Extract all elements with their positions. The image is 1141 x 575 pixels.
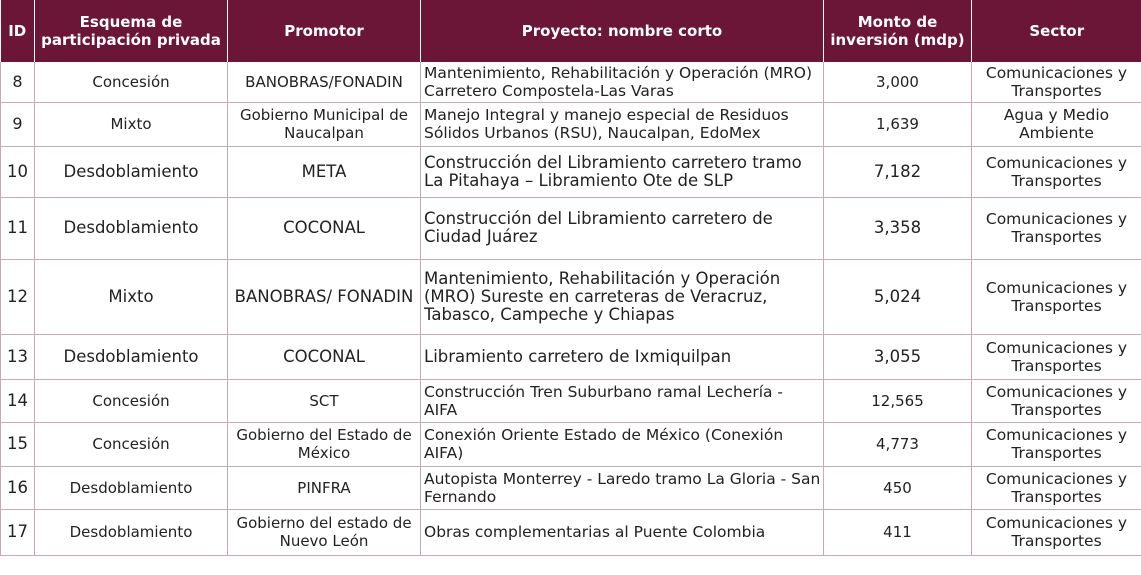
- table-row: [1, 466, 1141, 509]
- cell-esquema: Desdoblamiento: [35, 334, 228, 379]
- cell-promotor: Gobierno Municipal de Naucalpan: [228, 102, 421, 146]
- cell-sector: Comunicaciones y Transportes: [972, 334, 1141, 379]
- cell-monto: 5,024: [824, 259, 972, 334]
- cell-esquema: Desdoblamiento: [35, 509, 228, 555]
- table-header: [1, 0, 1141, 62]
- header-promotor: Promotor: [228, 0, 421, 62]
- cell-monto: 4,773: [824, 422, 972, 466]
- cell-proyecto: Construcción del Libramiento carretero de Ciudad Juárez: [421, 197, 824, 259]
- cell-promotor: COCONAL: [228, 197, 421, 259]
- table-row: [1, 102, 1141, 146]
- cell-sector: Comunicaciones y Transportes: [972, 422, 1141, 466]
- cell-esquema: Concesión: [35, 379, 228, 422]
- cell-monto: 7,182: [824, 146, 972, 197]
- cell-id: 9: [1, 102, 35, 146]
- cell-esquema: Mixto: [35, 102, 228, 146]
- cell-proyecto: Manejo Integral y manejo especial de Residuos Sólidos Urbanos (RSU), Naucalpan, EdoMex: [421, 102, 824, 146]
- cell-sector: Comunicaciones y Transportes: [972, 379, 1141, 422]
- table-row: [1, 62, 1141, 102]
- table-body: [1, 62, 1141, 555]
- cell-sector: Comunicaciones y Transportes: [972, 509, 1141, 555]
- cell-esquema: Concesión: [35, 422, 228, 466]
- cell-promotor: META: [228, 146, 421, 197]
- table-row: [1, 259, 1141, 334]
- cell-id: 14: [1, 379, 35, 422]
- cell-proyecto: Mantenimiento, Rehabilitación y Operación (MRO) Sureste en carreteras de Veracruz, Tabasco, Campeche y Chiapas: [421, 259, 824, 334]
- cell-esquema: Desdoblamiento: [35, 146, 228, 197]
- table-row: [1, 509, 1141, 555]
- cell-sector: Comunicaciones y Transportes: [972, 146, 1141, 197]
- cell-esquema: Desdoblamiento: [35, 197, 228, 259]
- cell-id: 12: [1, 259, 35, 334]
- cell-monto: 3,358: [824, 197, 972, 259]
- table-row: [1, 197, 1141, 259]
- cell-sector: Agua y Medio Ambiente: [972, 102, 1141, 146]
- cell-id: 10: [1, 146, 35, 197]
- header-sector: Sector: [972, 0, 1141, 62]
- cell-id: 13: [1, 334, 35, 379]
- table-row: [1, 379, 1141, 422]
- cell-sector: Comunicaciones y Transportes: [972, 259, 1141, 334]
- cell-proyecto: Conexión Oriente Estado de México (Conexión AIFA): [421, 422, 824, 466]
- cell-proyecto: Libramiento carretero de Ixmiquilpan: [421, 334, 824, 379]
- cell-id: 17: [1, 509, 35, 555]
- cell-promotor: Gobierno del Estado de México: [228, 422, 421, 466]
- cell-promotor: COCONAL: [228, 334, 421, 379]
- cell-proyecto: Obras complementarias al Puente Colombia: [421, 509, 824, 555]
- cell-proyecto: Mantenimiento, Rehabilitación y Operación (MRO) Carretero Compostela-Las Varas: [421, 62, 824, 102]
- cell-monto: 411: [824, 509, 972, 555]
- cell-promotor: Gobierno del estado de Nuevo León: [228, 509, 421, 555]
- cell-promotor: BANOBRAS/FONADIN: [228, 62, 421, 102]
- cell-promotor: SCT: [228, 379, 421, 422]
- header-row: [1, 0, 1141, 62]
- cell-proyecto: Construcción Tren Suburbano ramal Lechería - AIFA: [421, 379, 824, 422]
- cell-proyecto: Construcción del Libramiento carretero tramo La Pitahaya – Libramiento Ote de SLP: [421, 146, 824, 197]
- cell-esquema: Mixto: [35, 259, 228, 334]
- cell-id: 15: [1, 422, 35, 466]
- cell-monto: 3,000: [824, 62, 972, 102]
- cell-id: 11: [1, 197, 35, 259]
- cell-esquema: Concesión: [35, 62, 228, 102]
- cell-sector: Comunicaciones y Transportes: [972, 466, 1141, 509]
- cell-esquema: Desdoblamiento: [35, 466, 228, 509]
- header-proyecto: Proyecto: nombre corto: [421, 0, 824, 62]
- table-row: [1, 334, 1141, 379]
- cell-monto: 1,639: [824, 102, 972, 146]
- header-id: ID: [1, 0, 35, 62]
- cell-id: 16: [1, 466, 35, 509]
- header-esquema: Esquema de participación privada: [35, 0, 228, 62]
- cell-sector: Comunicaciones y Transportes: [972, 62, 1141, 102]
- cell-promotor: PINFRA: [228, 466, 421, 509]
- cell-promotor: BANOBRAS/ FONADIN: [228, 259, 421, 334]
- table-row: [1, 422, 1141, 466]
- cell-monto: 450: [824, 466, 972, 509]
- table-row: [1, 146, 1141, 197]
- cell-monto: 12,565: [824, 379, 972, 422]
- cell-sector: Comunicaciones y Transportes: [972, 197, 1141, 259]
- header-monto: Monto de inversión (mdp): [824, 0, 972, 62]
- cell-id: 8: [1, 62, 35, 102]
- cell-monto: 3,055: [824, 334, 972, 379]
- cell-proyecto: Autopista Monterrey - Laredo tramo La Gloria - San Fernando: [421, 466, 824, 509]
